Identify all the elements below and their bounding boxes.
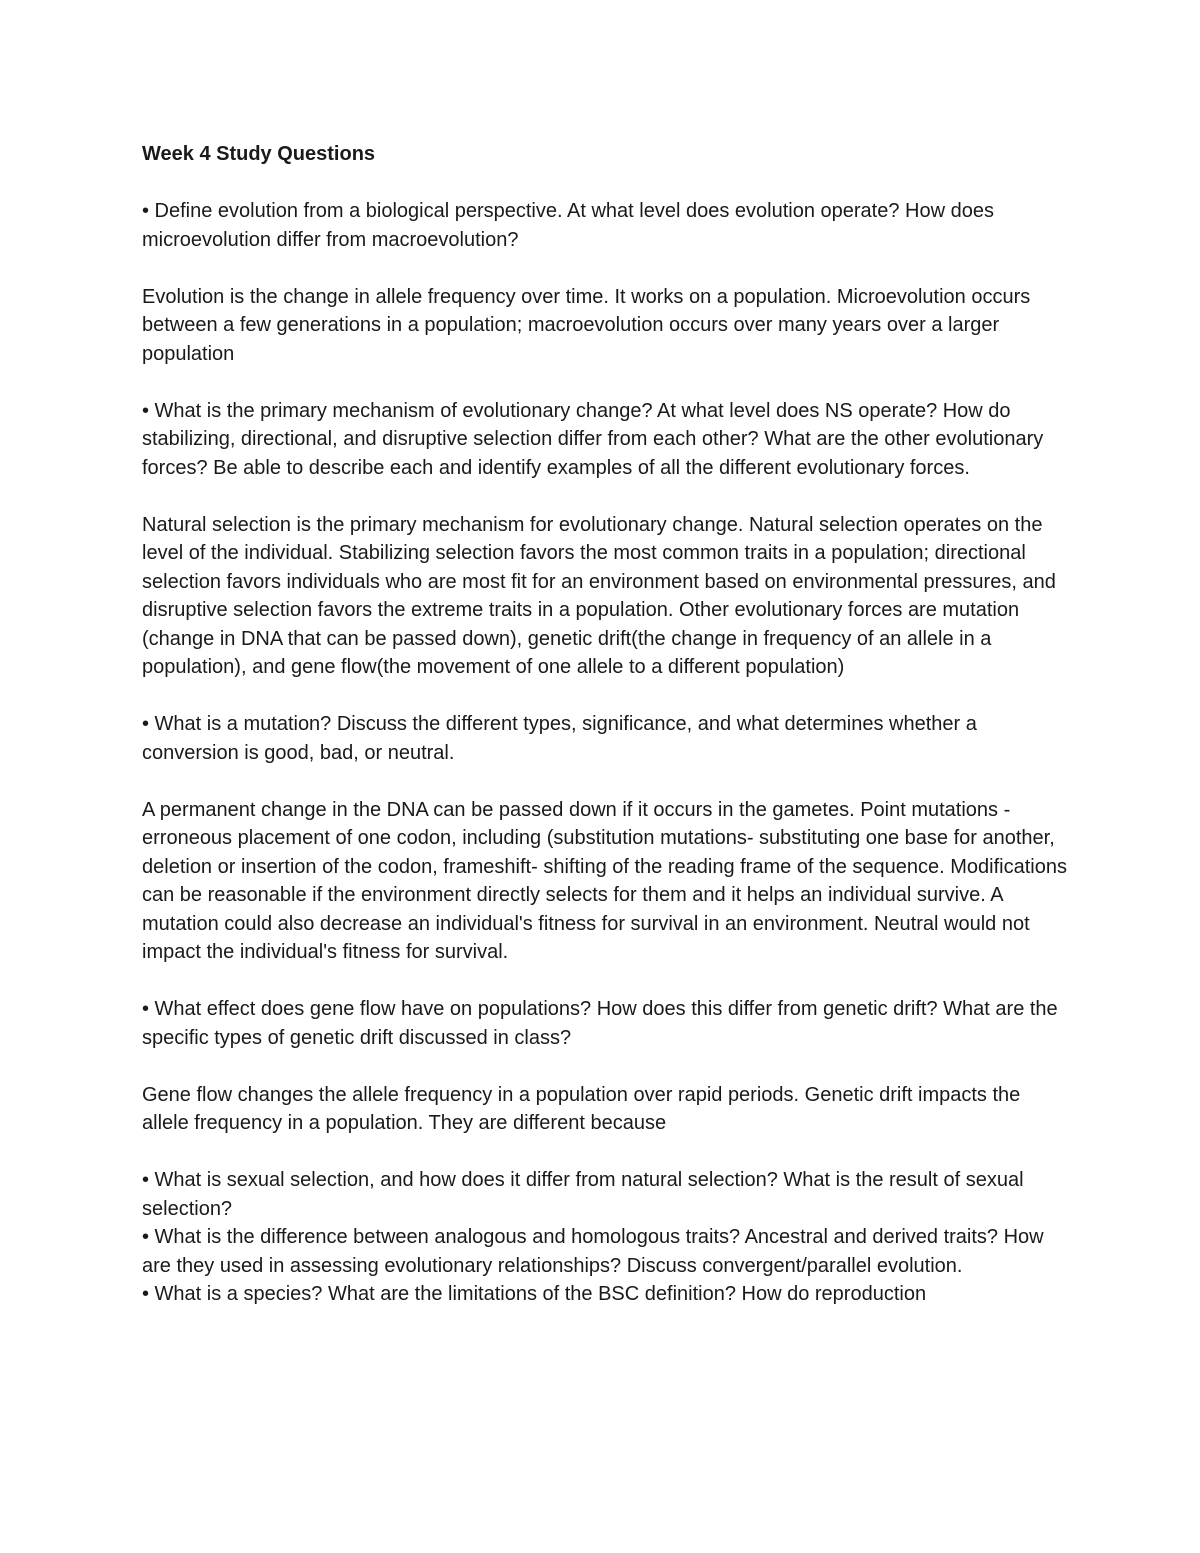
question-2: • What is the primary mechanism of evolutionary change? At what level does NS operate? How do stabilizing, directional, and disruptive selection differ from each other? What are the other evolutionary forces? Be able to describe each and identify examples of all the different evolutionary forces. [142,399,1044,479]
document-title: Week 4 Study Questions [142,143,376,165]
answer-4: Gene flow changes the allele frequency in a population over rapid periods. Genetic drift impacts the allele frequency in a population. They are different because [142,1083,1021,1134]
question-3: • What is a mutation? Discuss the different types, significance, and what determines whether a conversion is good, bad, or neutral. [142,713,977,764]
question-4: • What effect does gene flow have on populations? How does this differ from genetic drift? What are the specific types of genetic drift discussed in class? [142,998,1058,1049]
document-page [142,140,1067,1309]
answer-3: A permanent change in the DNA can be passed down if it occurs in the gametes. Point mutations -erroneous placement of one codon, including (substitution mutations- substituting one base for another, deletion or insertion of the codon, frameshift- shifting of the reading frame of the sequence. Modifications can be reasonable if the environment directly selects for them and it helps an individual survive. A mutation could also decrease an individual's fitness for survival in an environment. Neutral would not impact the individual's fitness for survival. [142,798,1067,963]
question-6: • What is the difference between analogous and homologous traits? Ancestral and derived traits? How are they used in assessing evolutionary relationships? Discuss convergent/parallel evolution. [142,1226,1044,1277]
question-7: • What is a species? What are the limitations of the BSC definition? How do reproduction [142,1283,927,1305]
answer-2: Natural selection is the primary mechanism for evolutionary change. Natural selection operates on the level of the individual. Stabilizing selection favors the most common traits in a population; directional selection favors individuals who are most fit for an environment based on environmental pressures, and disruptive selection favors the extreme traits in a population. Other evolutionary forces are mutation (change in DNA that can be passed down), genetic drift(the change in frequency of an allele in a population), and gene flow(the movement of one allele to a different population) [142,513,1056,678]
answer-1: Evolution is the change in allele frequency over time. It works on a population. Microevolution occurs between a few generations in a population; macroevolution occurs over many years over a larger population [142,285,1031,365]
question-1: • Define evolution from a biological perspective. At what level does evolution operate? How does microevolution differ from macroevolution? [142,200,994,251]
question-5: • What is sexual selection, and how does it differ from natural selection? What is the result of sexual selection? [142,1169,1024,1220]
